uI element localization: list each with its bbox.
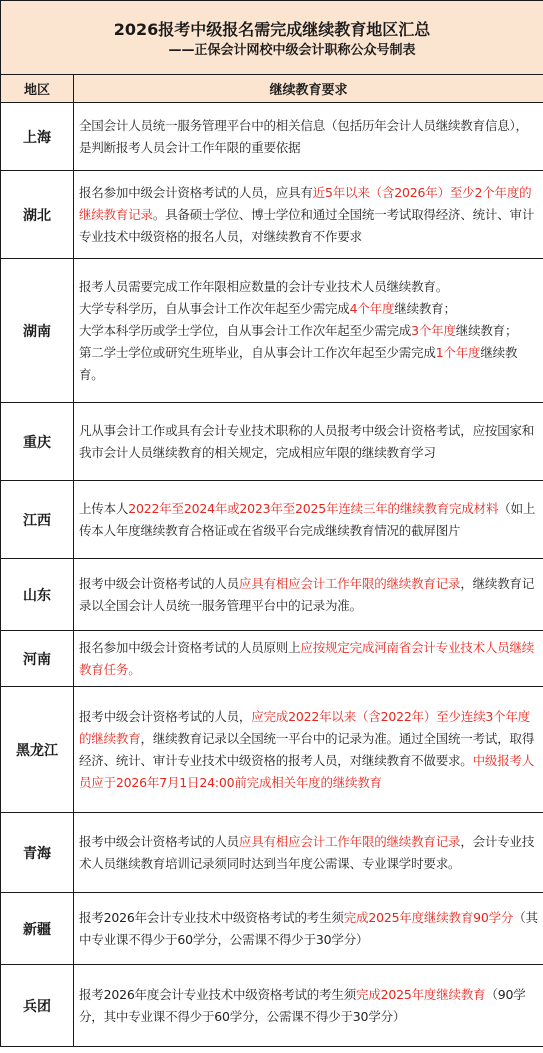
- requirement-segment: 上传本人: [79, 500, 129, 516]
- table-row: [1, 893, 543, 965]
- column-header-requirement: 继续教育要求: [74, 75, 543, 103]
- highlighted-requirement: 应按规定完成河南省会计专业技术人员继续教育任务。: [79, 639, 535, 677]
- region-name-henan: 河南: [1, 631, 74, 687]
- requirement-segment: 报考中级会计资格考试的人员: [79, 833, 239, 849]
- requirement-text-shandong: [74, 559, 543, 631]
- highlighted-requirement: 近5年以来（含2026年）至少2个年度的继续教育记录: [79, 184, 532, 222]
- requirement-segment: 全国会计人员统一服务管理平台中的相关信息（包括历年会计人员继续教育信息），是判断报考人员会计工作年限的重要依据: [79, 117, 528, 155]
- requirement-text-henan: [74, 631, 543, 687]
- title-cell: [1, 1, 543, 75]
- highlighted-requirement: 4个年度: [349, 300, 395, 316]
- table-row: [1, 103, 543, 171]
- requirement-segment: 大学本科学历或学士学位，自从事会计工作次年起至少需完成: [79, 322, 412, 338]
- requirement-segment: ，继续教育记录以全国统一平台中的记录为准。通过全国统一考试，取得经济、统计、审计专业技术中级资格的报考人员，对继续教育不做要求。: [79, 730, 535, 768]
- region-name-bingtuan: 兵团: [1, 965, 74, 1047]
- requirement-segment: ，会计专业技术人员继续教育培训记录须同时达到当年度公需课、专业课学时要求。: [79, 833, 535, 871]
- requirement-text-hubei: [74, 171, 543, 259]
- requirement-segment: 继续教育；: [394, 300, 456, 316]
- table-row: [1, 813, 543, 893]
- region-name-hubei: 湖北: [1, 171, 74, 259]
- table-row: [1, 481, 543, 559]
- highlighted-requirement: 1个年度: [435, 344, 481, 360]
- table-row: [1, 631, 543, 687]
- requirement-segment: 报考2026年会计专业技术中级资格考试的考生须: [79, 909, 344, 925]
- requirement-segment: 。具备硕士学位、博士学位和通过全国统一考试取得经济、统计、审计专业技术中级资格的报名人员，对继续教育不作要求: [79, 206, 535, 244]
- highlighted-requirement: 3个年度: [411, 322, 456, 338]
- table-row: [1, 559, 543, 631]
- region-name-shanghai: 上海: [1, 103, 74, 171]
- requirement-segment: 报考中级会计资格考试的人员，: [79, 708, 252, 724]
- highlighted-requirement: 完成2025年度继续教育: [356, 986, 486, 1002]
- requirement-segment: 第二学士学位或研究生班毕业，自从事会计工作次年起至少需完成: [79, 344, 436, 360]
- requirement-text-jiangxi: [74, 481, 543, 559]
- table-row: [1, 259, 543, 403]
- region-name-xinjiang: 新疆: [1, 893, 74, 965]
- requirement-text-qinghai: [74, 813, 543, 893]
- highlighted-requirement: 应完成2022年以来（含2022年）至少连续3个年度的继续教育: [79, 708, 531, 746]
- highlighted-requirement: 应具有相应会计工作年限的继续教育记录: [238, 833, 461, 849]
- requirement-text-shanghai: [74, 103, 543, 171]
- requirement-segment: （其中专业课不得少于60学分，公需课不得少于30学分）: [79, 909, 538, 947]
- header-row: [1, 75, 543, 103]
- table-row: [1, 403, 543, 481]
- requirement-segment: （90学分，其中专业课不得少于60学分，公需课不得少于30学分）: [79, 986, 526, 1024]
- table-row: [1, 687, 543, 813]
- highlighted-requirement: 完成2025年度继续教育90学分: [343, 909, 514, 925]
- title-row: [1, 1, 543, 75]
- table-row: [1, 965, 543, 1047]
- requirement-segment: 凡从事会计工作或具有会计专业技术职称的人员报考中级会计资格考试，应按国家和我市会计人员继续教育的相关规定，完成相应年限的继续教育学习: [79, 422, 535, 460]
- region-name-hunan: 湖南: [1, 259, 74, 403]
- region-name-qinghai: 青海: [1, 813, 74, 893]
- highlighted-requirement: 应具有相应会计工作年限的继续教育记录: [238, 575, 461, 591]
- requirement-segment: 报名参加中级会计资格考试的人员，应具有: [79, 184, 313, 200]
- requirement-segment: ，继续教育记录以全国会计人员统一服务管理平台中的记录为准。: [79, 575, 535, 613]
- requirement-text-chongqing: [74, 403, 543, 481]
- requirement-segment: 报考人员需要完成工作年限相应数量的会计专业技术人员继续教育。: [79, 278, 449, 294]
- requirement-segment: （如上传本人年度继续教育合格证或在省级平台完成继续教育情况的截屏图片: [79, 500, 536, 538]
- requirement-segment: 报考2026年度会计专业技术中级资格考试的考生须: [79, 986, 357, 1002]
- requirement-segment: 继续教育；: [455, 322, 518, 338]
- region-name-chongqing: 重庆: [1, 403, 74, 481]
- requirement-segment: 报考中级会计资格考试的人员: [79, 575, 239, 591]
- region-name-shandong: 山东: [1, 559, 74, 631]
- requirement-segment: 报名参加中级会计资格考试的人员原则上: [79, 639, 301, 655]
- region-name-heilongjiang: 黑龙江: [1, 687, 74, 813]
- table-row: [1, 171, 543, 259]
- column-header-region: 地区: [1, 75, 74, 103]
- requirement-segment: 大学专科学历，自从事会计工作次年起至少需完成: [79, 300, 350, 316]
- page-subtitle: ——正保会计网校中级会计职称公众号制表: [168, 42, 416, 58]
- highlighted-requirement: 2022年至2024年或2023年至2025年连续三年的继续教育完成材料: [128, 500, 499, 516]
- requirement-text-xinjiang: [74, 893, 543, 965]
- highlighted-requirement: 中级报考人员应于2026年7月1日24:00前完成相关年度的继续教育: [79, 752, 535, 790]
- region-name-jiangxi: 江西: [1, 481, 74, 559]
- page-title: 2026报考中级报名需完成继续教育地区汇总: [113, 19, 431, 39]
- requirement-text-heilongjiang: [74, 687, 543, 813]
- requirement-text-hunan: [74, 259, 543, 403]
- requirement-text-bingtuan: [74, 965, 543, 1047]
- requirement-segment: 继续教育。: [79, 344, 518, 382]
